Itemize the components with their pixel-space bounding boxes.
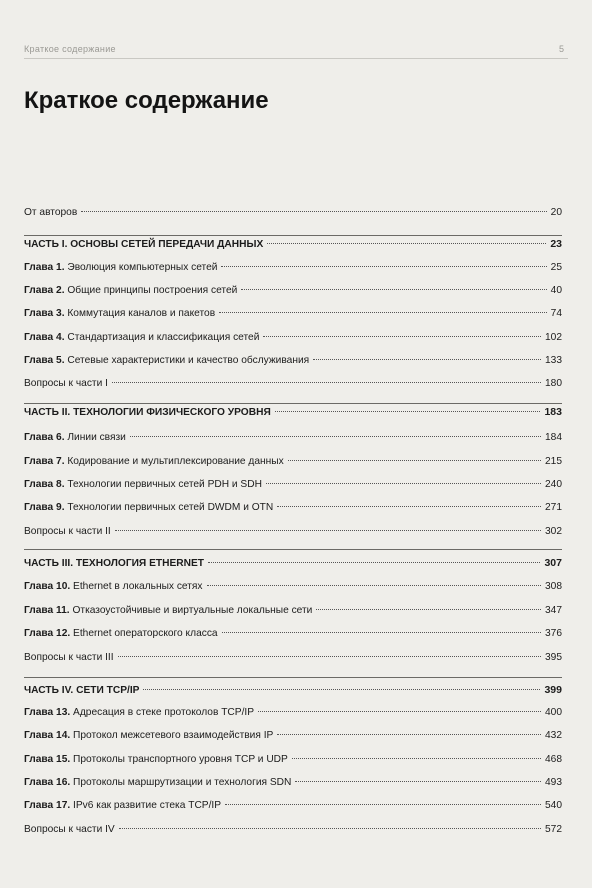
entry-title: IPv6 как развитие стека TCP/IP [73, 800, 222, 811]
toc-chapter[interactable] [24, 478, 562, 492]
dot-leader [81, 211, 546, 212]
entry-title: Вопросы к части II [24, 526, 111, 537]
entry-title: Ethernet в локальных сетях [73, 581, 203, 592]
part-separator [24, 549, 562, 550]
entry-page: 308 [545, 581, 562, 592]
dot-leader [112, 382, 541, 383]
dot-leader [219, 312, 547, 313]
entry-page: 307 [544, 557, 562, 569]
entry-title: Сетевые характеристики и качество обслуживания [67, 355, 310, 366]
chapter-prefix: Глава 9. [24, 502, 65, 513]
toc-chapter[interactable] [24, 455, 562, 469]
entry-title: Отказоустойчивые и виртуальные локальные сети [72, 605, 313, 616]
entry-page: 74 [550, 308, 562, 319]
dot-leader [115, 530, 541, 531]
toc-chapter[interactable] [24, 354, 562, 368]
dot-leader [221, 266, 546, 267]
dot-leader [143, 689, 540, 690]
entry-title: Вопросы к части III [24, 652, 114, 663]
toc-part[interactable] [24, 683, 562, 697]
chapter-prefix: Глава 7. [24, 456, 65, 467]
part-prefix: ЧАСТЬ II. [24, 407, 71, 418]
part-title: ТЕХНОЛОГИИ ФИЗИЧЕСКОГО УРОВНЯ [73, 407, 271, 418]
part-separator [24, 235, 562, 236]
entry-title: Протокол межсетевого взаимодействия IP [73, 730, 274, 741]
entry-title: Вопросы к части I [24, 378, 108, 389]
entry-title: Общие принципы построения сетей [67, 285, 238, 296]
dot-leader [130, 436, 541, 437]
toc-part[interactable] [24, 237, 562, 251]
dot-leader [292, 758, 541, 759]
entry-title: Эволюция компьютерных сетей [67, 262, 218, 273]
dot-leader [222, 632, 541, 633]
chapter-prefix: Глава 15. [24, 754, 71, 765]
entry-title: Технологии первичных сетей PDH и SDH [67, 479, 262, 490]
part-title: ОСНОВЫ СЕТЕЙ ПЕРЕДАЧИ ДАННЫХ [70, 239, 264, 250]
toc-part[interactable] [24, 556, 562, 570]
chapter-prefix: Глава 11. [24, 605, 70, 616]
dot-leader [225, 804, 541, 805]
dot-leader [277, 506, 541, 507]
toc-questions[interactable] [24, 525, 562, 539]
dot-leader [277, 734, 541, 735]
header-page-number: 5 [558, 44, 564, 54]
entry-page: 493 [545, 777, 562, 788]
chapter-prefix: Глава 10. [24, 581, 71, 592]
part-separator [24, 403, 562, 404]
dot-leader [275, 411, 541, 412]
dot-leader [295, 781, 541, 782]
entry-page: 23 [550, 238, 562, 250]
toc-chapter[interactable] [24, 307, 562, 321]
part-prefix: ЧАСТЬ I. [24, 239, 68, 250]
page-title: Краткое содержание [24, 87, 269, 114]
part-prefix: ЧАСТЬ III. [24, 558, 74, 569]
chapter-prefix: Глава 3. [24, 308, 65, 319]
chapter-prefix: Глава 4. [24, 332, 65, 343]
chapter-prefix: Глава 1. [24, 262, 65, 273]
entry-page: 240 [545, 479, 562, 490]
toc-chapter[interactable] [24, 284, 562, 298]
toc-chapter[interactable] [24, 627, 562, 641]
entry-page: 302 [545, 526, 562, 537]
entry-page: 572 [545, 824, 562, 835]
toc-chapter[interactable] [24, 261, 562, 275]
entry-title: Линии связи [67, 432, 126, 443]
toc-questions[interactable] [24, 651, 562, 665]
dot-leader [207, 585, 541, 586]
entry-title: Протоколы маршрутизации и технология SDN [73, 777, 292, 788]
entry-title: От авторов [24, 207, 78, 218]
toc-questions[interactable] [24, 377, 562, 391]
part-title: ТЕХНОЛОГИЯ ETHERNET [75, 558, 204, 569]
toc-chapter[interactable] [24, 431, 562, 445]
entry-page: 271 [545, 502, 562, 513]
entry-page: 133 [545, 355, 562, 366]
toc-entry-preface[interactable] [24, 206, 562, 220]
entry-title: Кодирование и мультиплексирование данных [67, 456, 284, 467]
toc-questions[interactable] [24, 823, 562, 837]
entry-title: Технологии первичных сетей DWDM и OTN [67, 502, 274, 513]
entry-page: 184 [545, 432, 562, 443]
entry-page: 376 [545, 628, 562, 639]
toc-chapter[interactable] [24, 729, 562, 743]
entry-page: 40 [550, 285, 562, 296]
dot-leader [266, 483, 541, 484]
chapter-prefix: Глава 2. [24, 285, 65, 296]
running-header [24, 38, 568, 59]
entry-page: 468 [545, 754, 562, 765]
dot-leader [118, 656, 541, 657]
running-title: Краткое содержание [24, 44, 116, 54]
dot-leader [316, 609, 541, 610]
entry-page: 20 [550, 207, 562, 218]
part-title: СЕТИ TCP/IP [76, 685, 140, 696]
toc-part[interactable] [24, 405, 562, 419]
toc-chapter[interactable] [24, 706, 562, 720]
toc-chapter[interactable] [24, 604, 562, 618]
toc-chapter[interactable] [24, 776, 562, 790]
chapter-prefix: Глава 12. [24, 628, 71, 639]
chapter-prefix: Глава 6. [24, 432, 65, 443]
entry-title: Ethernet операторского класса [73, 628, 218, 639]
chapter-prefix: Глава 13. [24, 707, 71, 718]
entry-page: 180 [545, 378, 562, 389]
chapter-prefix: Глава 16. [24, 777, 71, 788]
dot-leader [288, 460, 541, 461]
entry-title: Адресация в стеке протоколов TCP/IP [73, 707, 255, 718]
dot-leader [258, 711, 541, 712]
toc-chapter[interactable] [24, 331, 562, 345]
toc-chapter[interactable] [24, 753, 562, 767]
entry-page: 347 [545, 605, 562, 616]
entry-page: 215 [545, 456, 562, 467]
entry-page: 25 [550, 262, 562, 273]
entry-page: 432 [545, 730, 562, 741]
chapter-prefix: Глава 5. [24, 355, 65, 366]
part-prefix: ЧАСТЬ IV. [24, 685, 74, 696]
entry-page: 400 [545, 707, 562, 718]
chapter-prefix: Глава 17. [24, 800, 71, 811]
dot-leader [313, 359, 541, 360]
chapter-prefix: Глава 8. [24, 479, 65, 490]
entry-page: 183 [544, 406, 562, 418]
entry-title: Вопросы к части IV [24, 824, 115, 835]
entry-title: Стандартизация и классификация сетей [67, 332, 260, 343]
chapter-prefix: Глава 14. [24, 730, 71, 741]
dot-leader [119, 828, 541, 829]
toc-chapter[interactable] [24, 501, 562, 515]
dot-leader [241, 289, 546, 290]
entry-title: Протоколы транспортного уровня TCP и UDP [73, 754, 288, 765]
dot-leader [208, 562, 540, 563]
entry-page: 395 [545, 652, 562, 663]
entry-page: 540 [545, 800, 562, 811]
dot-leader [263, 336, 541, 337]
dot-leader [267, 243, 546, 244]
entry-page: 399 [544, 684, 562, 696]
toc-chapter[interactable] [24, 799, 562, 813]
toc-chapter[interactable] [24, 580, 562, 594]
entry-page: 102 [545, 332, 562, 343]
part-separator [24, 677, 562, 678]
entry-title: Коммутация каналов и пакетов [67, 308, 216, 319]
